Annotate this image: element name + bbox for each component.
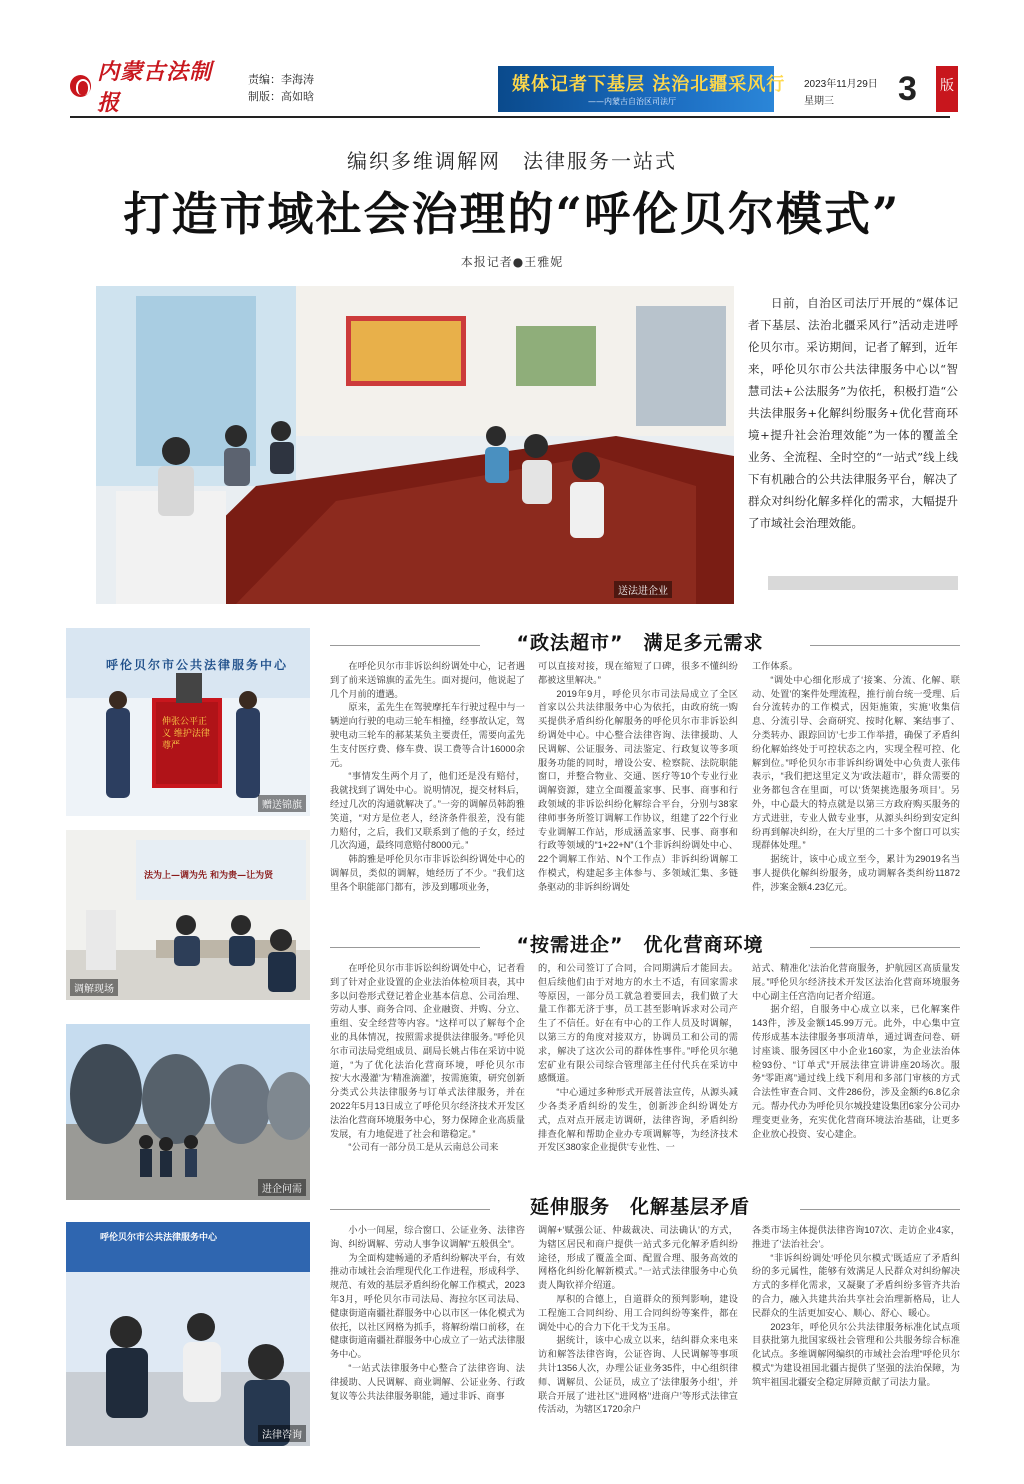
column-banner-subtitle: ——内蒙古自治区司法厅 (588, 97, 676, 106)
mediation-wall-text: 法为上—调为先 和为贵—让为贤 (144, 871, 274, 881)
lead-divider (768, 576, 958, 590)
legal-consultation-illustration (66, 1222, 310, 1446)
paragraph: 站式、精准化’法治化营商服务，护航园区高质量发展。”呼伦贝尔经济技术开发区法治化营商环境服务中心副主任宫浩向记者介绍道。 (752, 963, 960, 1001)
section1-column-3 (752, 660, 960, 895)
section3-column-3 (752, 1224, 960, 1390)
paragraph: “中心通过多种形式开展普法宣传，从源头减少各类矛盾纠纷的发生，创新涉企纠纷调处方式，点对点开展走访调研，法律咨询，矛盾纠纷排查化解和帮助企业办专项调解等，为经济技术开发区380家企业提供‘专业性、一 (538, 1087, 738, 1153)
paragraph: 调解+‘赋强公证、仲裁裁决、司法确认’的方式，为辖区居民和商户提供一站式多元化解矛盾纠纷途径，形成了覆盖全面、配置合理、服务高效的网格化纠纷化解新模式。”一站式法律服务中心负责人陶钦祥介绍道。 (538, 1225, 738, 1291)
paragraph: 厚积的合德上，自道群众的预判影响，建设工程施工合同纠纷、用工合同纠纷等案件，都在调处中心的合力下化干戈为玉帛。 (538, 1293, 738, 1332)
paragraph: 原来，孟先生在驾驶摩托车行驶过程中与一辆逆向行驶的电动三轮车相撞，经事故认定，驾驶电动三轮车的郝某某负主要责任，需要向孟先生支付医疗费、修车费、误工费等合计16000余元。 (330, 702, 525, 768)
paragraph: 据介绍，自服务中心成立以来，已化解案件143件，涉及金额145.99万元。此外，中心集中宣传形成基本法律服务事项清单，通过调查问卷、研讨座谈、服务园区中小企业160家，为企业法治体检93份、“订单式”开展法律宣讲讲座20场次。服务“零距离”通过线上线下利用和多部门审核的方式合法性审查合同、文件286份，涉及金额约6.8亿余元。帮办代办为呼伦贝尔城投建设集团6家分公司办理变更业务，充实优化营商环境法治基础，让更多企业放心投资、安心建企。 (752, 1004, 960, 1139)
section2-column-3 (752, 962, 960, 1141)
article-headline: 打造市域社会治理的“呼伦贝尔模式” (123, 187, 901, 241)
section2-rule-right (810, 947, 960, 948)
editor-credits (248, 72, 314, 106)
date-line: 2023年11月29日 (804, 79, 878, 90)
section3-column-2 (538, 1224, 738, 1417)
section2-column-2 (538, 962, 738, 1155)
mediation-photo-caption: 调解现场 (70, 979, 118, 996)
consultation-caption: 法律咨询 (258, 1425, 306, 1442)
section3-title: 延伸服务 化解基层矛盾 (529, 1196, 750, 1218)
weekday-line: 星期三 (804, 96, 834, 107)
article-subhead: 编织多维调解网 法律服务一站式 (347, 149, 677, 173)
paragraph: “非诉纠纷调处‘呼伦贝尔模式’既适应了矛盾纠纷的多元属性，能够有效满足人民群众对纠纷解决方式的多样化需求，又凝聚了矛盾纠纷多管齐共治的合力，融入共建共治共享社会治理新格局，让人民群众的生活更加安心、顺心、舒心、暖心。 (752, 1252, 960, 1318)
meeting-room-illustration (96, 286, 734, 604)
section1-title: “政法超市” 满足多元需求 (516, 632, 764, 654)
photo-pennant (66, 628, 310, 816)
column-banner-title: 媒体记者下基层 法治北疆采风行 (512, 74, 786, 95)
section3-rule-right (800, 1209, 960, 1210)
paragraph: 工作体系。 (752, 661, 798, 671)
paragraph: 在呼伦贝尔市非诉讼纠纷调处中心，记者看到了针对企业设置的企业法治体检项目表，其中多以问卷形式登记着企业基本信息、公司治理、劳动人事、商务合同、企业融资、并购、分立、重组、安全经营等内容。“这样可以了解每个企业的具体情况，按照需求提供法律服务。”呼伦贝尔市司法局党组成员、副局长姚占伟在采访中说道，“为了优化法治化营商环境，呼伦贝尔市按‘大水漫灌’为‘精准滴灌’，按需施策，研究创新分类式公共法律服务与订单式法律服务，并在2022年5月13日成立了呼伦贝尔经济技术开发区法治化营商环境服务中心，努力保障企业高质量发展，有力地促进了社会和谐稳定。” (330, 963, 525, 1139)
paragraph: 的，和公司签订了合同，合同期满后才能回去。但后续他们由于对地方的水土不适，有回家需求等原因，一部分员工就急着要回去，我们做了大量工作都无济于事，员工甚至影响诉求对公司产生了不信任。好在有中心的工作人员及时调解，以第三方的角度对接双方，协调员工和公司的需求，解决了这次公司的群体性事件。”呼伦贝尔驰宏矿业有限公司综合管理部主任付代兵在采访中感慨道。 (538, 963, 738, 1084)
paragraph: 在呼伦贝尔市非诉讼纠纷调处中心，记者遇到了前来送锦旗的孟先生。面对提问，他说起了几个月前的遭遇。 (330, 661, 525, 699)
photo-mediation (66, 830, 310, 1000)
page-number: 3 (898, 70, 917, 108)
designer-line: 制版：高如晗 (248, 91, 314, 103)
paragraph: “一站式法律服务中心整合了法律咨询、法律援助、人民调解、商业调解、公证业务、行政复议等公共法律服务职能，通过非诉、商事 (330, 1362, 525, 1401)
page-label: 版 (936, 66, 958, 112)
enterprise-visit-caption: 进企问需 (258, 1179, 306, 1196)
paragraph: 据统计，该中心成立至今，累计为29019名当事人提供化解纠纷服务，成功调解各类纠纷11872件，涉案金额4.23亿元。 (752, 854, 960, 892)
newspaper-name: 内蒙古法制报 (97, 59, 213, 116)
pennant-text: 伸张公平正义 维护法律尊严 (162, 717, 210, 751)
main-photo (96, 286, 734, 604)
pennant-photo-sign: 呼伦贝尔市公共法律服务中心 (106, 658, 289, 672)
paragraph: 为全面构建畅通的矛盾纠纷解决平台，有效推动市域社会治理现代化工作进程，形成科学、规范、有效的基层矛盾纠纷化解工作模式，2023年3月，呼伦贝尔市司法局、海拉尔区司法局、健康街道南疆社群服务中心以市区一体化模式为依托，以社区网格为抓手，将解纷端口前移，在健康街道南疆社群服务中心成立了一站式法律服务中心。 (330, 1252, 526, 1360)
paragraph: “调处中心细化形成了‘接案、分流、化解、联动、处置’的案件处理流程，推行前台统一受理、后台分流转办的工作模式，因矩施策，实施‘收集信息、分流引导、会商研究、按时化解、案结事了、分类转办、跟踪回访’七步工作举措，确保了矛盾纠纷化解始终处于可控状态之内，实现全程可控、化解到位。”呼伦贝尔市非诉纠纷调处中心负责人张伟表示，“我们把这里定义为‘政法超市’，群众需要的业务都包含在里面，可以‘货架挑选服务项目’。另外，中心最大的特点就是以第三方政府购买服务的方式进驻，专业人做专业事，从源头纠纷到安定纠纷再到解决纠纷，在大厅里的二十多个窗口可以实现群体处理。” (752, 674, 960, 851)
enterprise-visit-illustration (66, 1024, 310, 1200)
paragraph: 据统计，该中心成立以来，结纠群众来电来访和解答法律咨询，公证咨询、人民调解等事项共计1356人次，办理公证业务35件，中心组织律师、调解员、公证员，成立了‘法律服务小组’，并联合开展了‘进社区’‘进网格’‘进商户’等形式法律宣传活动，为辖区1720余户 (538, 1335, 738, 1415)
newspaper-logo (70, 59, 230, 116)
section1-rule-right (810, 645, 960, 646)
newspaper-emblem-icon (70, 75, 91, 97)
photo-enterprise-visit (66, 1024, 310, 1200)
paragraph: 可以直接对接，现在缩短了口碑，很多不懂纠纷都被这里解决。” (538, 661, 738, 685)
section1-column-2 (538, 660, 738, 895)
photo-legal-consultation (66, 1222, 310, 1446)
section2-column-1 (330, 962, 525, 1155)
consultation-sign: 呼伦贝尔市公共法律服务中心 (100, 1233, 218, 1243)
section3-column-1 (330, 1224, 525, 1403)
section1-column-1 (330, 660, 525, 895)
lead-paragraph: 日前，自治区司法厅开展的“媒体记者下基层、法治北疆采风行”活动走进呼伦贝尔市。采访期间，记者了解到，近年来，呼伦贝尔市公共法律服务中心以“智慧司法+公法服务”为依托，积极打造“公共法律服务+化解纠纷服务+优化营商环境+提升社会治理效能”为一体的覆盖全业务、全流程、全时空的“一站式”线上线下有机融合的公共法律服务平台，解决了群众对纠纷化解多样化的需求，大幅提升了市域社会治理效能。 (748, 296, 958, 530)
mediation-illustration (66, 830, 310, 1000)
paragraph: 各类市场主体提供法律咨询107次、走访企业4家，推进了‘法治社会’。 (752, 1225, 960, 1249)
editor-line: 责编：李海涛 (248, 74, 314, 86)
paragraph: “事情发生两个月了，他们还是没有赔付，我就找到了调处中心。说明情况，提交材料后，经过几次的沟通就解决了。”一旁的调解员韩韵雅笑道，“对方是位老人，经济条件很差，没有能力赔付，之后，我们又联系到了他的子女，经过几次沟通，最终同意赔付8000元。” (330, 771, 525, 851)
issue-date (804, 76, 878, 110)
paragraph: 小小一间屋，综合窗口、公证业务、法律咨询、纠纷调解、劳动人事争议调解“五般俱全”。 (330, 1225, 525, 1249)
main-photo-caption: 送法进企业 (614, 581, 672, 598)
article-byline: 本报记者●王雅妮 (460, 255, 564, 269)
pennant-photo-caption: 赠送锦旗 (258, 795, 306, 812)
section2-title: “按需进企” 优化营商环境 (516, 934, 764, 956)
paragraph: “公司有一部分员工是从云南总公司来 (348, 1142, 499, 1153)
paragraph: 2019年9月，呼伦贝尔市司法局成立了全区首家以公共法律服务中心为依托，由政府统一购买提供矛盾纠纷化解服务的呼伦贝尔市非诉讼纠纷调处中心。中心整合法律咨询、法律援助、人民调解、公证服务、司法鉴定、行政复议等多项服务功能的同时，增设公安、检察院、法院职能窗口，并整合物业、交通、医疗等10个专业行业调解资源，建立全面覆盖家事、民事、商事和行政领域的非诉讼纠纷化解综合平台，分别与38家律师事务所签订调解工作协议，组建了22个行业专业调解工作站，形成涵盖家事、民事、商事和行政等领域的“1+22+N”（1个非诉纠纷调处中心、22个调解工作站、N个工作点）非诉纠纷调解工作模式，构建起多主体参与、多领域汇集、多链条驱动的非诉纠纷调处 (538, 688, 738, 892)
masthead-rule (70, 116, 950, 118)
paragraph: 2023年，呼伦贝尔公共法律服务标准化试点项目获批第九批国家级社会管理和公共服务综合标准化试点。多维调解网编织的市域社会治理“呼伦贝尔模式”为建设祖国北疆古提供了坚强的法治保障，为筑牢祖国北疆安全稳定屏障贡献了司法力量。 (752, 1321, 960, 1387)
paragraph: 韩韵雅是呼伦贝尔市非诉讼纠纷调处中心的调解员，类似的调解，她经历了不少。“我们这里各个职能部门都有，涉及到哪项业务， (330, 854, 525, 892)
